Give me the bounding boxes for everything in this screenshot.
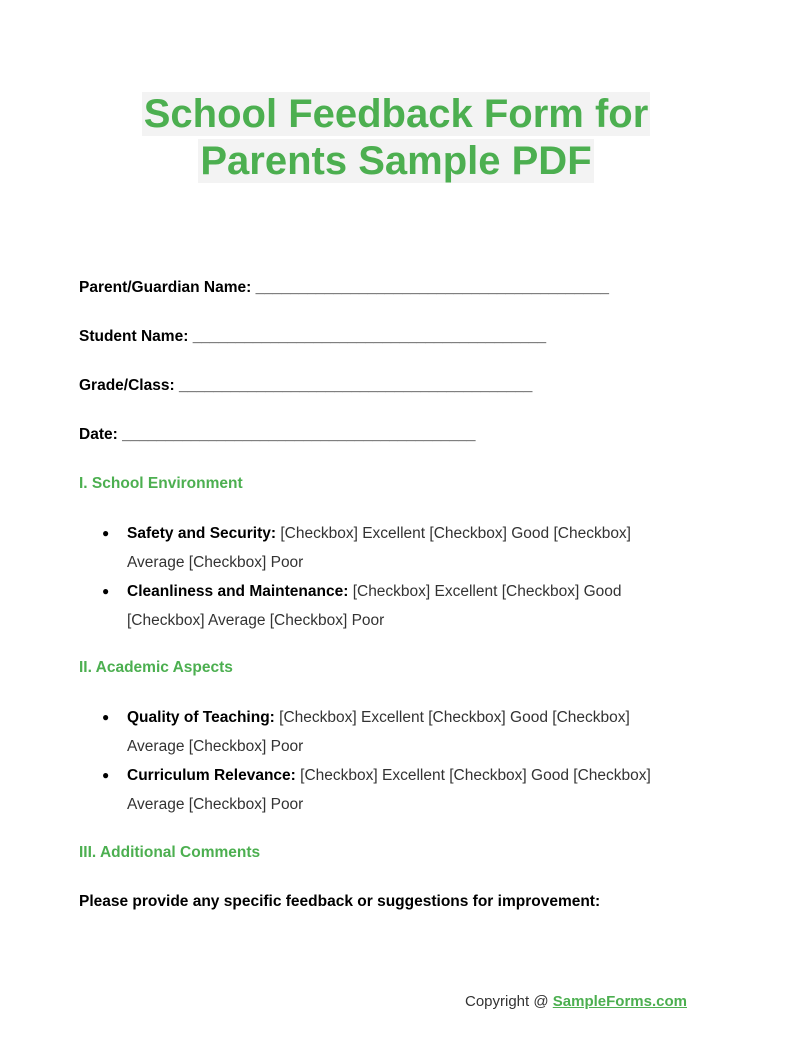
section-heading-comments: III. Additional Comments <box>79 844 261 861</box>
field-grade-class <box>79 377 532 395</box>
footer-copyright <box>465 993 687 1010</box>
item-label: Quality of Teaching: <box>127 709 275 726</box>
field-date <box>79 426 476 444</box>
section-heading-environment: I. School Environment <box>79 475 243 492</box>
item-label: Safety and Security: <box>127 525 277 542</box>
field-blank: _________________________________________ <box>178 377 533 394</box>
item-options: [Checkbox] Excellent [Checkbox] Good [Checkbox] Average [Checkbox] Poor <box>127 767 651 813</box>
item-label: Cleanliness and Maintenance: <box>127 583 349 600</box>
field-label: Date: <box>79 426 118 443</box>
title-line-2: Parents Sample PDF <box>200 139 592 183</box>
page-title <box>0 91 792 185</box>
item-options: [Checkbox] Excellent [Checkbox] Good [Checkbox] Average [Checkbox] Poor <box>127 709 630 755</box>
field-blank: _________________________________________ <box>122 426 476 443</box>
comments-prompt: Please provide any specific feedback or suggestions for improvement: <box>79 893 601 910</box>
list-item-teaching <box>102 703 687 761</box>
list-item-cleanliness <box>102 577 687 635</box>
field-student-name <box>79 328 546 346</box>
copyright-text: Copyright @ <box>465 993 553 1010</box>
field-parent-name <box>79 279 609 297</box>
list-item-curriculum <box>102 761 687 819</box>
bullet-icon: ● <box>102 526 110 540</box>
section-heading-academic: II. Academic Aspects <box>79 659 233 676</box>
field-blank: _________________________________________ <box>192 328 547 345</box>
field-label: Grade/Class: <box>79 377 175 394</box>
item-label: Curriculum Relevance: <box>127 767 296 784</box>
bullet-icon: ● <box>102 768 110 782</box>
field-label: Student Name: <box>79 328 189 345</box>
item-options: [Checkbox] Excellent [Checkbox] Good [Checkbox] Average [Checkbox] Poor <box>127 583 622 629</box>
bullet-icon: ● <box>102 710 110 724</box>
brand-link[interactable]: SampleForms.com <box>552 993 687 1010</box>
field-label: Parent/Guardian Name: <box>79 279 252 296</box>
bullet-icon: ● <box>102 584 110 598</box>
field-blank: _________________________________________ <box>255 279 610 296</box>
title-line-1: School Feedback Form for <box>143 92 649 136</box>
list-item-safety <box>102 519 687 577</box>
item-options: [Checkbox] Excellent [Checkbox] Good [Checkbox] Average [Checkbox] Poor <box>127 525 631 571</box>
